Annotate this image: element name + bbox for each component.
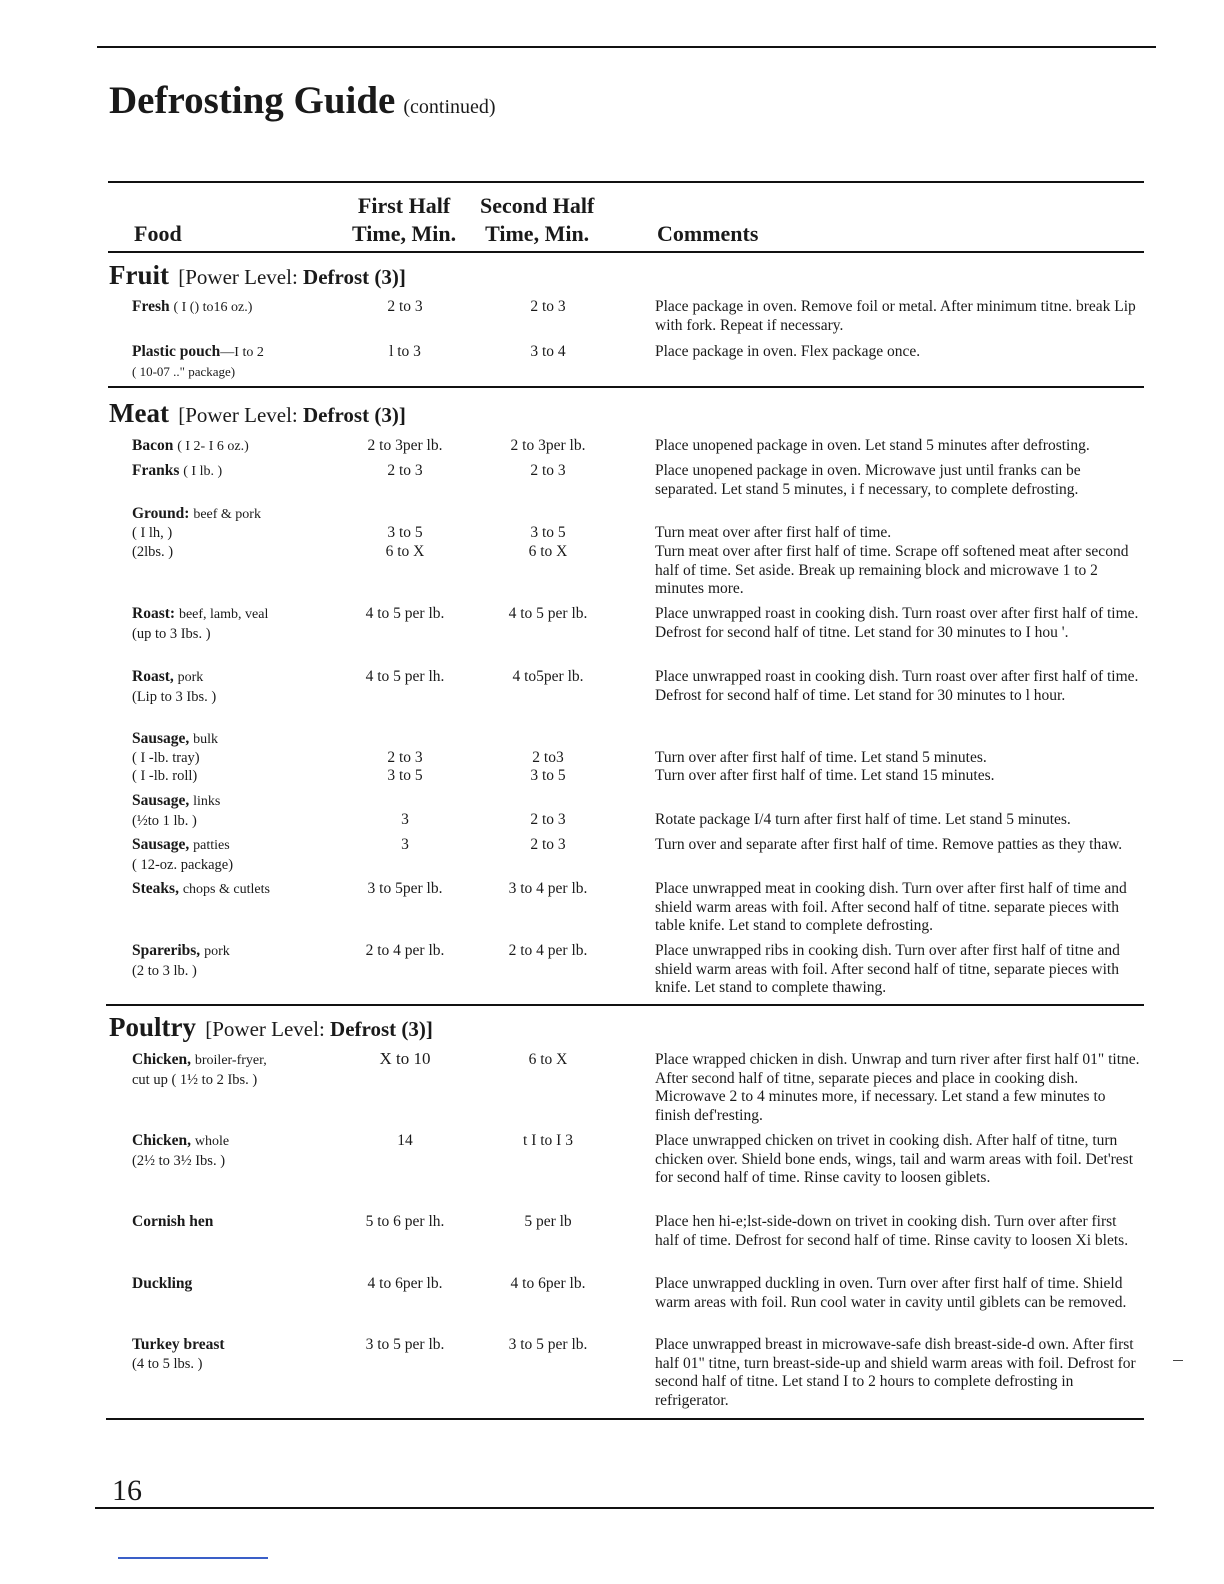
first-half-time: 5 to 6 per lh. <box>365 1213 445 1230</box>
comment-cell: Place package in oven. Remove foil or metal. After minimum titne. break Lip with fork. Repeat if necessary. <box>655 298 1136 334</box>
section-name: Fruit <box>109 260 169 290</box>
food-cell <box>132 836 342 874</box>
food-cell <box>132 1213 342 1232</box>
food-name: Sausage, <box>132 792 190 809</box>
food-cell <box>132 942 342 980</box>
food-size: pork <box>204 944 230 959</box>
food-cell <box>132 1336 342 1373</box>
food-size: ( I () to16 oz.) <box>173 300 253 315</box>
food-size: broiler-fryer, <box>194 1053 267 1068</box>
header-first-half <box>352 192 456 248</box>
food-name: Sausage, <box>132 730 190 747</box>
food-size: ( I lb. ) <box>183 464 223 479</box>
food-sub: ( 10-07 .." package) <box>132 363 236 379</box>
food-name: Bacon <box>132 437 174 454</box>
food-size: beef, lamb, veal <box>178 607 269 622</box>
section-name: Poultry <box>109 1012 196 1042</box>
second-half-time: 6 to X <box>528 1051 568 1068</box>
header-bottom-rule <box>108 251 1144 253</box>
header-second-half <box>480 192 594 248</box>
comment-cell: Place unwrapped breast in microwave-safe dish breast-side-d own. After first half 01" titne, turn breast-side-up and shield warm areas with foil. Defrost for second half of titne. Let stand I to 2 hours to complete defrosting in refrigerator. <box>655 1336 1136 1409</box>
food-size: links <box>193 794 221 809</box>
poultry-bottom-rule <box>106 1418 1144 1420</box>
first-half-time: 2 to 3 <box>387 749 423 766</box>
first-half-time: 2 to 3per lb. <box>367 437 443 454</box>
food-name: Roast, <box>132 668 174 685</box>
comment-cell: Place hen hi-e;lst-side-down on trivet in cooking dish. Turn over after first half of time. Defrost for second half of time. Rinse cavity to loosen Xi blets. <box>655 1213 1129 1249</box>
first-half-time: X to 10 <box>379 1049 431 1068</box>
food-sub: (Lip to 3 Ibs. ) <box>132 688 217 705</box>
comment-cell: Place wrapped chicken in dish. Unwrap and turn river after first half 01" titne. After second half of titne, separate pieces and place in cooking dish. Microwave 2 to 4 minutes more, if necessary. Let stand a few minutes to finish def'resting. <box>655 1051 1140 1124</box>
food-cell <box>132 298 342 318</box>
page-title-suffix: (continued) <box>403 96 496 118</box>
first-half-time: 2 to 3 <box>387 462 423 479</box>
comment-cell: Place unwrapped roast in cooking dish. Turn roast over after first half of time. Defrost for second half of titne. Let stand for 30 minutes to I hou '. <box>655 605 1139 641</box>
food-sub: (2½ to 3½ Ibs. ) <box>132 1152 226 1169</box>
food-name: Duckling <box>132 1275 193 1292</box>
power-level-label: [Power Level: <box>178 265 298 289</box>
page-title-text: Defrosting Guide <box>109 79 396 122</box>
first-half-time: 14 <box>397 1132 413 1149</box>
header-second-half-line2: Time, Min. <box>485 221 590 246</box>
second-half-time: 2 to 3 <box>530 298 566 315</box>
food-cell <box>132 668 342 706</box>
food-cell <box>132 543 342 562</box>
second-half-time: 3 to 5 <box>530 767 566 784</box>
food-name: Franks <box>132 462 180 479</box>
comment-cell: Rotate package I/4 turn after first half of time. Let stand 5 minutes. <box>655 811 1071 828</box>
food-cell <box>132 767 342 786</box>
first-half-time: 2 to 3 <box>387 298 423 315</box>
food-sub: (4 to 5 lbs. ) <box>132 1355 203 1372</box>
food-cell <box>132 462 342 482</box>
comment-cell: Place unwrapped meat in cooking dish. Turn over after first half of time and shield warm areas with foil. After second half of titne. separate pieces with table knife. Let stand to complete defrosting. <box>655 880 1127 934</box>
food-name: Plastic pouch <box>132 343 221 360</box>
food-name: Fresh <box>132 298 170 315</box>
food-sub: ( I -lb. tray) <box>132 750 200 766</box>
comment-cell: Place unwrapped roast in cooking dish. Turn roast over after first half of time. Defrost for second half of time. Let stand for 30 minutes to l hour. <box>655 668 1139 704</box>
food-cell <box>132 1275 342 1294</box>
food-cell <box>132 1132 342 1170</box>
food-cell <box>132 749 342 768</box>
comment-cell: Turn over and separate after first half of time. Remove patties as they thaw. <box>655 836 1123 853</box>
header-food: Food <box>134 221 182 246</box>
comment-cell: Turn over after first half of time. Let stand 15 minutes. <box>655 767 995 784</box>
food-sub: ( I lh, ) <box>132 525 173 541</box>
power-level-label: [Power Level: <box>205 1017 325 1041</box>
second-half-time: 4 to 6per lb. <box>510 1275 586 1292</box>
bottom-rule <box>95 1507 1154 1509</box>
header-second-half-line1: Second Half <box>480 193 595 218</box>
second-half-time: 2 to3 <box>532 749 564 766</box>
food-sub: (up to 3 Ibs. ) <box>132 625 211 642</box>
second-half-time: 2 to 3per lb. <box>510 437 586 454</box>
first-half-time: 3 to 5 <box>387 524 423 541</box>
second-half-time: 2 to 3 <box>530 836 566 853</box>
header-first-half-line2: Time, Min. <box>352 221 457 246</box>
food-size: ( I 2- I 6 oz.) <box>177 439 249 454</box>
comment-cell: Place unwrapped duckling in oven. Turn over after first half of time. Shield warm areas with foil. Run cool water in cavity until giblets can be removed. <box>655 1275 1127 1311</box>
section-heading-poultry <box>109 1012 433 1043</box>
section-heading-fruit <box>109 260 406 291</box>
food-size: beef & pork <box>193 507 261 522</box>
food-sub: (½to 1 lb. ) <box>132 812 197 829</box>
first-half-time: 4 to 5 per lh. <box>365 668 445 685</box>
second-half-time: 5 per lb <box>524 1213 572 1230</box>
first-half-time: 4 to 6per lb. <box>367 1275 443 1292</box>
first-half-time: 3 to 5 per lb. <box>365 1336 445 1353</box>
power-level-value: Defrost (3)] <box>303 403 406 427</box>
first-half-time: 2 to 4 per lb. <box>365 942 445 959</box>
section-name: Meat <box>109 398 169 428</box>
comment-cell: Turn meat over after first half of time. Scrape off softened meat after second half of time. Set aside. Break up remaining block and microwave 1 to 2 minutes more. <box>655 543 1129 597</box>
food-sub: (2 to 3 lb. ) <box>132 962 197 979</box>
second-half-time: 4 to 5 per lb. <box>508 605 588 622</box>
food-size: pork <box>177 670 204 685</box>
page-title <box>109 78 496 123</box>
comment-cell: Place unwrapped chicken on trivet in cooking dish. After half of titne, turn chicken over. Shield bone ends, wings, tail and warm areas with foil. Det'rest for second half of time. Rinse cavity to loosen giblets. <box>655 1132 1134 1186</box>
first-half-time: 3 to 5per lb. <box>367 880 443 897</box>
comment-cell: Place unwrapped ribs in cooking dish. Turn over after first half of titne and shield warm areas with foil. After second half of titne, separate pieces with knife. Let stand to complete thawing. <box>655 942 1120 996</box>
food-size: chops & cutlets <box>182 882 270 897</box>
food-size: patties <box>193 838 230 853</box>
food-name: Turkey breast <box>132 1336 225 1353</box>
first-half-time: 3 <box>401 836 409 853</box>
section-heading-meat <box>109 398 406 429</box>
food-name: Cornish hen <box>132 1213 214 1230</box>
second-half-time: 3 to 5 per lb. <box>508 1336 588 1353</box>
comment-cell: Place unopened package in oven. Microwave just until franks can be separated. Let stand 5 minutes, i f necessary, to complete defrosting. <box>655 462 1081 498</box>
first-half-time: 3 to 5 <box>387 767 423 784</box>
margin-tick <box>1173 1360 1183 1361</box>
food-name: Ground: <box>132 505 190 522</box>
food-cell <box>132 343 342 381</box>
comment-cell: Place package in oven. Flex package once. <box>655 343 921 360</box>
food-sub: (2lbs. ) <box>132 544 174 560</box>
comment-cell: Place unopened package in oven. Let stand 5 minutes after defrosting. <box>655 437 1090 454</box>
second-half-time: 2 to 4 per lb. <box>508 942 588 959</box>
first-half-time: l to 3 <box>389 343 421 360</box>
food-sub: cut up ( 1½ to 2 Ibs. ) <box>132 1071 258 1088</box>
fruit-bottom-rule <box>108 386 1144 388</box>
second-half-time: 4 to5per lb. <box>512 668 584 685</box>
food-name: Sausage, <box>132 836 190 853</box>
food-cell <box>132 792 342 830</box>
food-name: Spareribs, <box>132 942 201 959</box>
second-half-time: t I to I 3 <box>523 1132 573 1149</box>
food-cell <box>132 505 342 525</box>
food-cell <box>132 524 342 543</box>
food-cell <box>132 1051 342 1089</box>
first-half-time: 6 to X <box>385 543 425 560</box>
header-comments: Comments <box>657 221 759 246</box>
header-first-half-line1: First Half <box>357 193 451 218</box>
food-cell <box>132 730 342 750</box>
food-name: Roast: <box>132 605 176 622</box>
second-half-time: 2 to 3 <box>530 811 566 828</box>
food-cell <box>132 880 342 900</box>
meat-bottom-rule <box>106 1004 1144 1006</box>
food-size: —I to 2 <box>220 345 264 360</box>
second-half-time: 6 to X <box>528 543 568 560</box>
header-top-rule <box>108 181 1144 183</box>
food-sub: ( I -lb. roll) <box>132 768 198 784</box>
top-rule <box>97 46 1156 48</box>
food-name: Chicken, <box>132 1132 191 1149</box>
first-half-time: 3 <box>401 811 409 828</box>
power-level-value: Defrost (3)] <box>303 265 406 289</box>
power-level-value: Defrost (3)] <box>330 1017 433 1041</box>
food-name: Steaks, <box>132 880 179 897</box>
second-half-time: 3 to 4 per lb. <box>508 880 588 897</box>
food-size: bulk <box>193 732 219 747</box>
food-size: whole <box>194 1134 230 1149</box>
first-half-time: 4 to 5 per lb. <box>365 605 445 622</box>
food-name: Chicken, <box>132 1051 191 1068</box>
second-half-time: 2 to 3 <box>530 462 566 479</box>
comment-cell: Turn meat over after first half of time. <box>655 524 892 541</box>
food-sub: ( 12-oz. package) <box>132 856 234 873</box>
comment-cell: Turn over after first half of time. Let stand 5 minutes. <box>655 749 987 766</box>
second-half-time: 3 to 5 <box>530 524 566 541</box>
food-cell <box>132 605 342 643</box>
second-half-time: 3 to 4 <box>530 343 566 360</box>
power-level-label: [Power Level: <box>178 403 298 427</box>
page-number: 16 <box>112 1474 142 1507</box>
food-cell <box>132 437 342 457</box>
scan-mark <box>118 1557 268 1559</box>
